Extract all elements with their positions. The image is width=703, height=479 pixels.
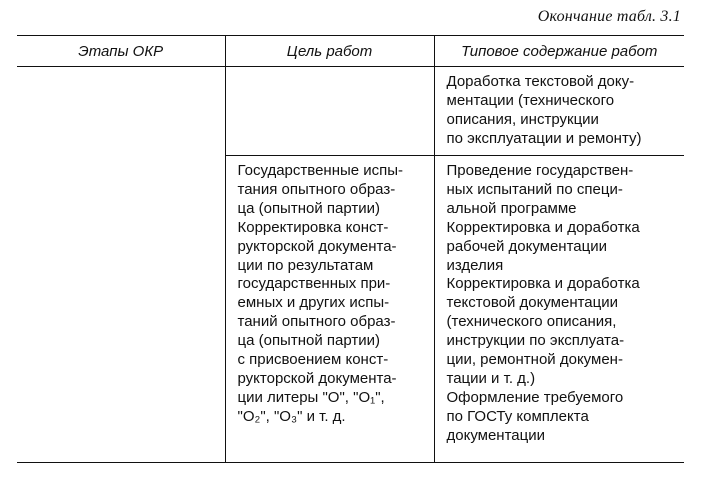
stage-text — [17, 156, 225, 162]
content-text: Проведение государствен- ных испытаний по специ- альной программе Корректировка и доработка рабочей документации изделия Корректировка и доработка текстовой документации (технического описания, инструкции по эксплуата- ции, ремонтной докумен- тации и т. д.) Оформление требуемого по ГОСТу комплекта документации — [446, 162, 640, 444]
table-caption: Окончание табл. 3.1 — [537, 8, 681, 25]
goal-text: Государственные испы- тания опытного образ- ца (опытной партии) Корректировка конст- рукторской документа- ции по результатам государственных при- емных и других испы- таний опытного образ- ца (опытной партии) с присвоением конст- рукторской документа- ции литеры "О", "О₁", "О₂", "О₃" и т. д. — [237, 162, 404, 425]
header-content: Типовое содержание работ — [434, 36, 684, 67]
goal-cell — [225, 67, 434, 156]
table-header-row — [17, 36, 684, 67]
content-cell — [434, 156, 684, 463]
header-goal: Цель работ — [225, 36, 434, 67]
goal-text — [226, 67, 434, 73]
stage-cell — [17, 67, 225, 156]
content-cell — [434, 67, 684, 156]
header-stages: Этапы ОКР — [17, 36, 225, 67]
okr-stages-table — [17, 35, 684, 463]
content-text: Доработка текстовой доку- ментации (технического описания, инструкции по эксплуатации и ремонту) — [446, 73, 642, 147]
stage-text — [17, 67, 225, 73]
table-row — [17, 156, 684, 463]
table-row — [17, 67, 684, 156]
stage-cell — [17, 156, 225, 463]
goal-cell — [225, 156, 434, 463]
